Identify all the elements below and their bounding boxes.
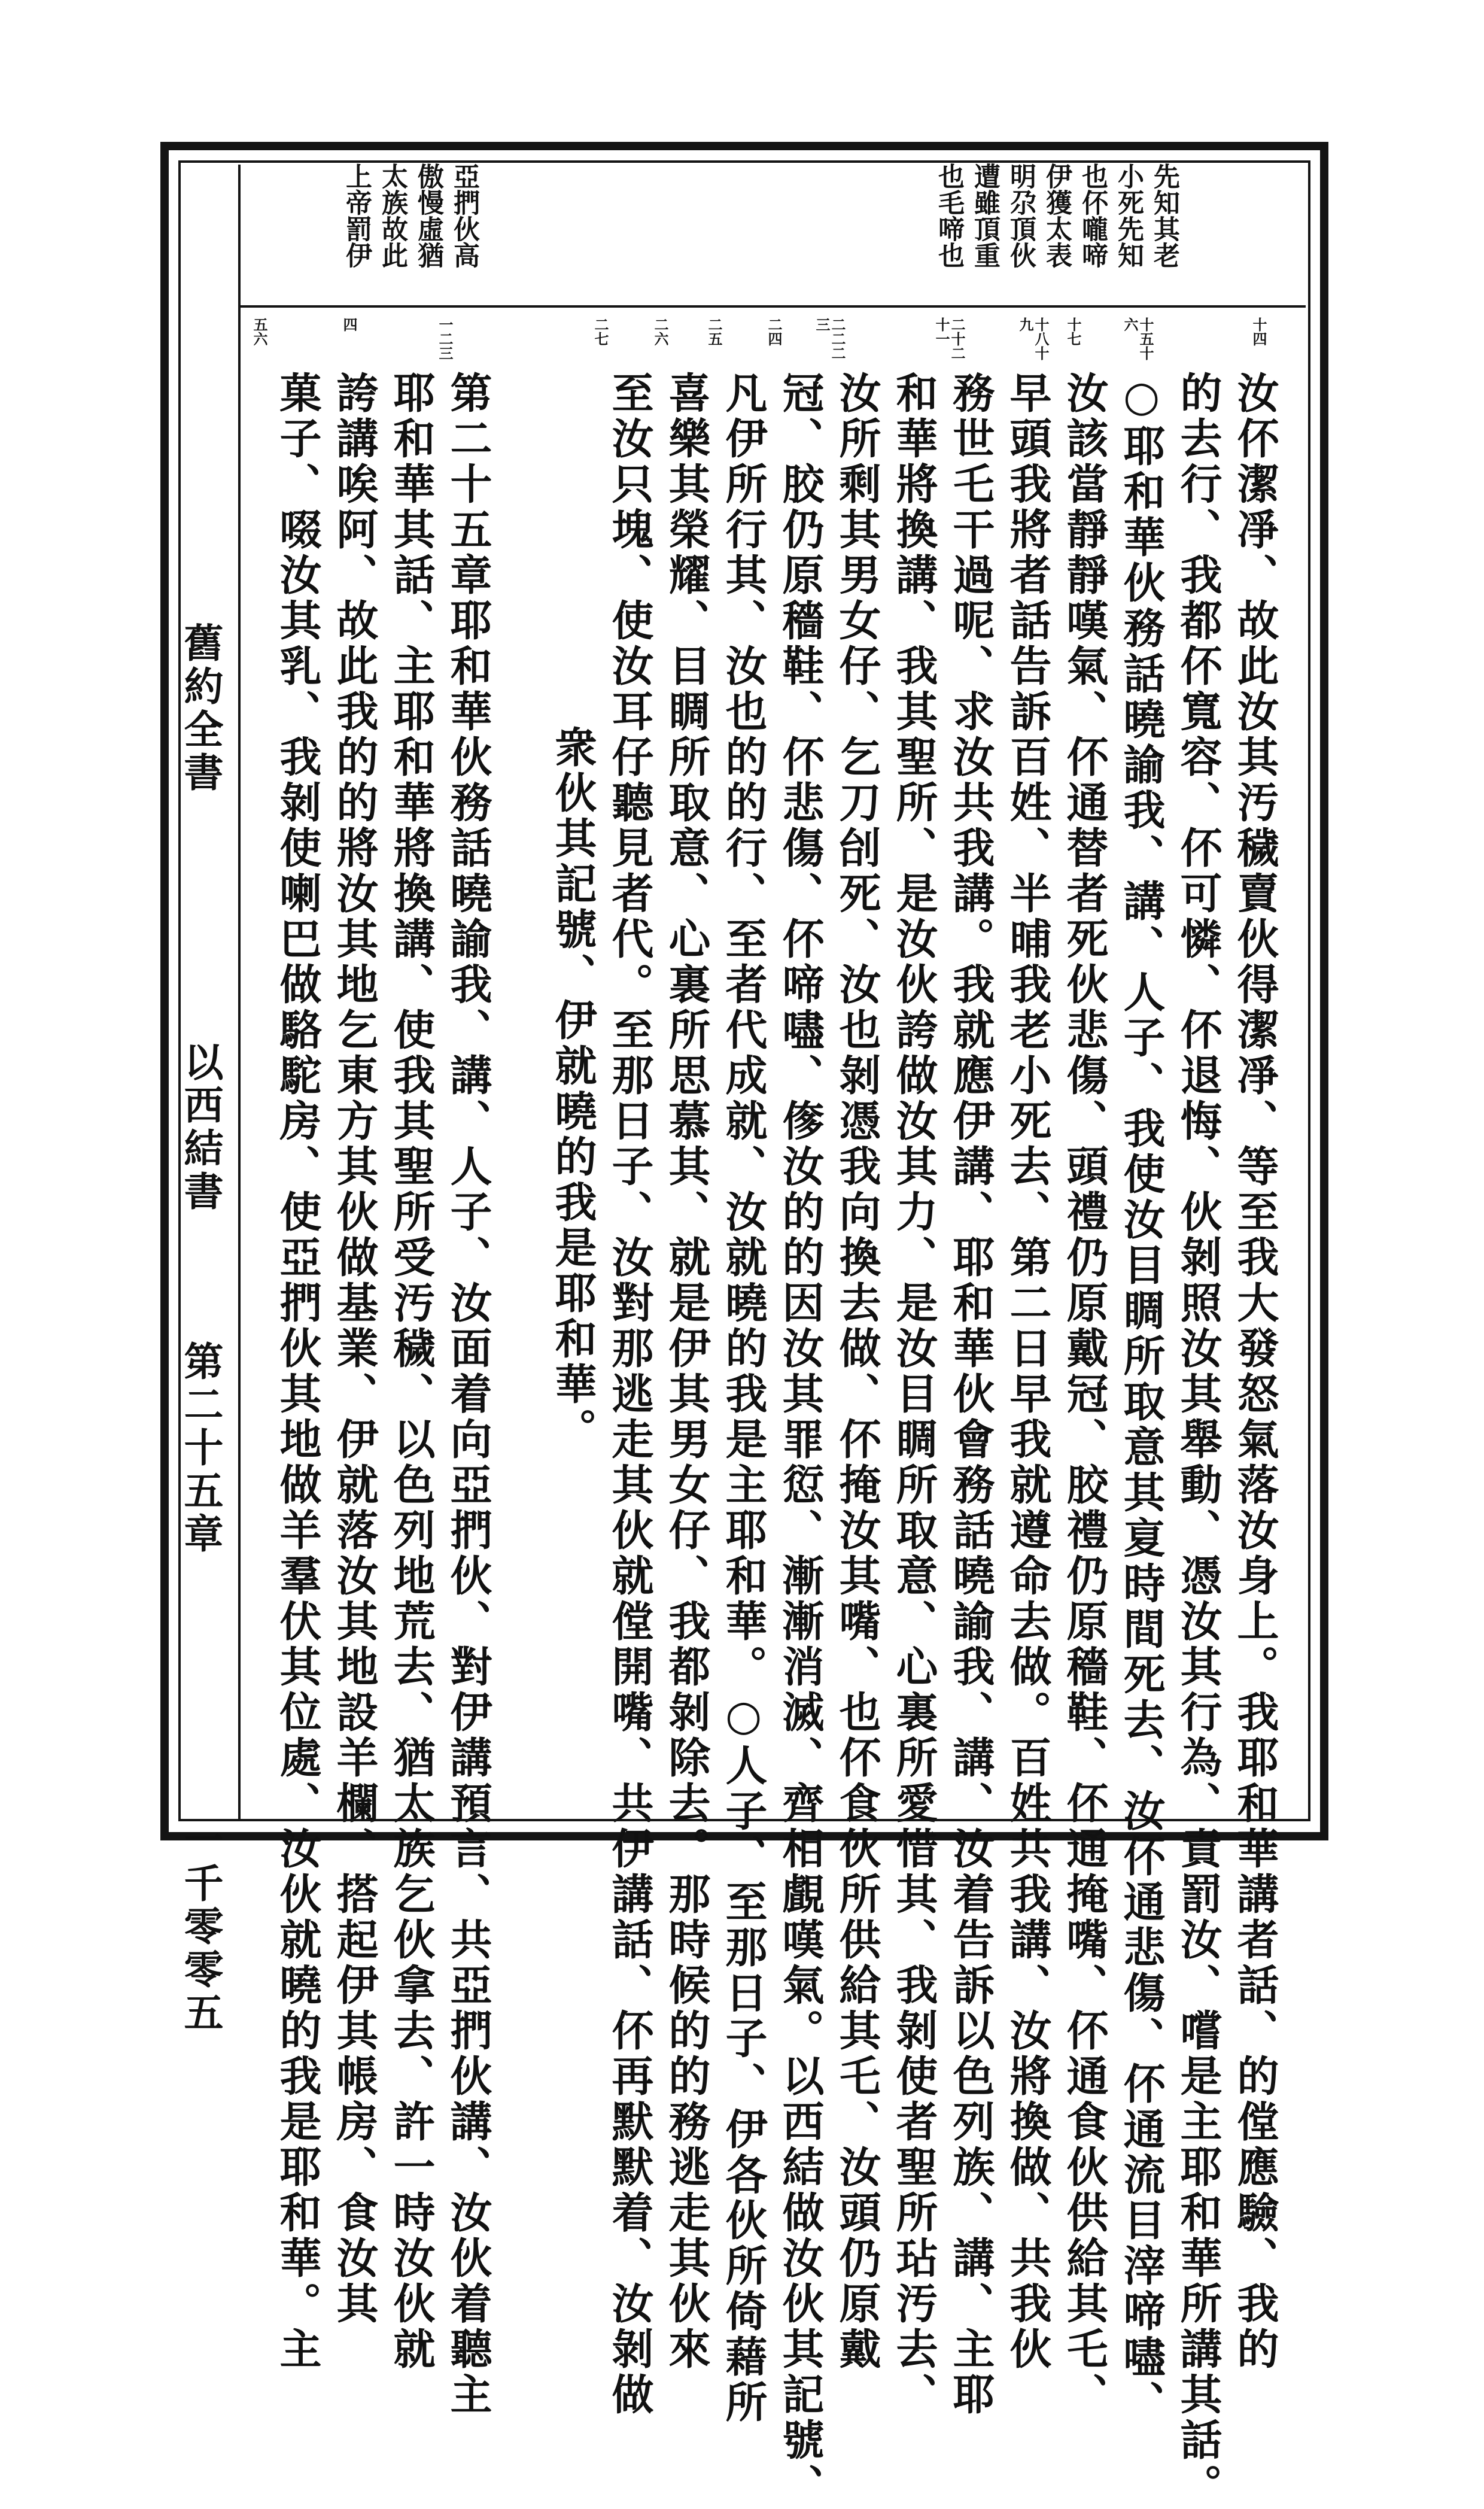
header-rule	[238, 165, 241, 1820]
note-line: 也伓嚨啼	[1077, 163, 1108, 268]
text-column: 早頭我將者話告訴百姓、半晡我老小死去、第二日早我就遵命去做。百姓共我講、汝將換做、共我伙	[1003, 371, 1053, 2373]
note-line: 亞捫伙高	[449, 163, 479, 268]
verse-number: 十四	[1250, 317, 1267, 346]
verse-number: 四	[340, 317, 358, 332]
text-column: 汝伓潔凈、故此汝其汚穢賣伙得潔凈、等至我大發怒氣落汝身上。我耶和華講者話、的㑽應驗、我的	[1230, 371, 1280, 2373]
verse-number: 五六	[251, 317, 268, 346]
text-column: 冠、胶仍原穡鞋、伓悲傷、伓啼嚍、偧汝的的因汝其罪愆、漸漸消滅、齊相覰嘆氣。以西結做汝伙其記號、	[776, 371, 825, 2509]
text-column: 務世乇干過呢、求汝共我講。我就應伊講、耶和華伙會務話曉諭我、講、汝着告訴以色列族、講、主耶	[946, 371, 996, 2418]
text-column: 至汝只塊、使汝耳仔聽見者代。至那日子、汝對那逃走其伙就㑽開嘴、共伊講話、伓再默默着、汝剝做	[605, 371, 655, 2418]
verse-number-strip	[239, 311, 1304, 371]
verse-number: 二六	[652, 317, 669, 346]
text-column: 衆伙其記號、伊就曉的我是耶和華。	[548, 725, 598, 1453]
text-column: 汝該當靜靜嘆氣、伓通替者死伙悲傷、頭禮仍原戴冠、胶禮仍原穡鞋、伓通掩嘴、伓通食伙供給其乇、	[1060, 371, 1109, 2418]
text-column: 汝所剩其男女仔、乞刀刣死、汝也剝憑我向換去做、伓掩汝其嘴、也伓食伙所供給其乇、汝頭仍原戴	[832, 371, 882, 2373]
verse-number: 二二二三	[813, 317, 846, 360]
note-line: 明尕頂伙	[1005, 163, 1036, 268]
text-column: 耶和華其話、主耶和華將換講、使我其聖所受汚穢、以色列地荒去、猶太族乞伙拿去、許一時汝伙就	[387, 371, 436, 2373]
text-column: ○耶和華伙務話曉諭我、講、人子、我使汝目睭所取意其㚆時間死去、汝伓通悲傷、伓通流目滓啼嚍、	[1117, 371, 1166, 2426]
text-column: 的去行、我都伓寬容、伓可憐、伓退悔、伙剝照汝其舉動、憑汝其行為、責罰汝、嚐是主耶和華所講其話。	[1173, 371, 1223, 2509]
text-column: 第二十五章耶和華伙務話曉諭我、講、人子、汝面着向亞捫伙、對伊講預言、共亞捫伙講、汝伙着聽主	[443, 371, 493, 2418]
note-line: 伊獲太表	[1041, 163, 1072, 268]
verse-number: 二五	[705, 317, 723, 346]
verse-number: 二四	[765, 317, 783, 346]
note-line: 太族故此	[377, 163, 408, 268]
note-line: 先知其老	[1149, 163, 1179, 268]
page-number: 一千零零五	[177, 1820, 224, 2035]
note-line: 遭雖頂重	[969, 163, 1000, 268]
chapter-book-title: 以西結書	[177, 1041, 224, 1214]
verse-number: 十五十六	[1121, 317, 1154, 360]
verse-number: 二七	[592, 317, 609, 346]
note-line: 上帝罰伊	[341, 163, 372, 268]
book-title: 舊約全書	[177, 622, 224, 795]
notes-rule	[241, 305, 1306, 308]
chapter-label: 第二十五章	[177, 1341, 224, 1556]
text-column: 和華將換講、我其聖所、是汝伙誇做汝其力、是汝目睭所取意、心裏所愛惜其、我剝使者聖所玷汚去、	[889, 371, 939, 2418]
text-column: 菓子、啜汝其乳、我剝使喇巴做駱駝房、使亞捫伙其地做羊羣伏其位處、汝伙就曉的我是耶和華。主	[273, 371, 323, 2373]
verse-number: 一二三	[436, 317, 454, 360]
text-column: 喜樂其榮耀、目睭所取意、心裏所思慕其、就是伊其男女仔、我都剝除去。那時候的的務逃走其伙來	[662, 371, 711, 2373]
text-column: 誇講唉阿、故此我的的將汝其地乞東方其伙做基業、伊就落汝其地設羊欄、搭起伊其帳房、食汝其	[330, 371, 379, 2327]
text-column: 凡伊所行其、汝也的的行、至者代成就、汝就曉的我是主耶和華。○人子、至那日子、伊各伙所倚藉所	[719, 371, 768, 2426]
note-line: 也毛啼也	[933, 163, 964, 268]
verse-number: 二十二十一	[933, 317, 966, 360]
verse-number: 十八十九	[1017, 317, 1050, 360]
note-line: 傲慢虛猶	[413, 163, 443, 268]
note-line: 小死先知	[1113, 163, 1144, 268]
verse-number: 十七	[1065, 317, 1082, 346]
